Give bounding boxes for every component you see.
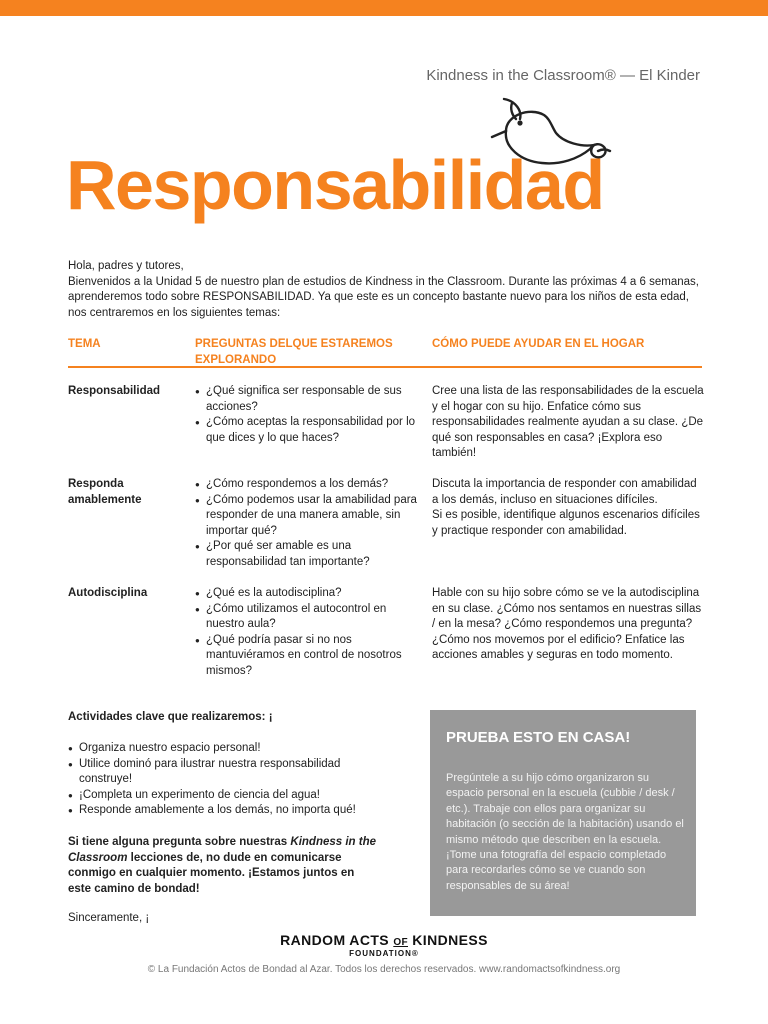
try-at-home-box — [430, 710, 696, 916]
row-questions — [195, 477, 420, 571]
question-item: ● ¿Cómo aceptas la responsabilidad por lo que dices y lo que haces? — [195, 415, 420, 446]
column-header-home: CÓMO PUEDE AYUDAR EN EL HOGAR — [432, 338, 645, 350]
row-questions — [195, 384, 420, 446]
contact-note-italic: Kindness in the Classroom — [68, 836, 377, 864]
row-topic: Responsabilidad — [68, 385, 161, 397]
try-at-home-body: Pregúntele a su hijo cómo organizaron su espacio personal en la escuela (cubbie / desk / etc.). Trabaje con ellos para organizar su habitación (o sección de la habitación) usando el mismo método que describen en la escuela. ¡Tome una fotografía del espacio completado para recordarles cómo se ve cuando son responsables de su área! — [446, 772, 684, 892]
intro-text — [68, 259, 708, 321]
footer-copyright: © La Fundación Actos de Bondad al Azar. Todos los derechos reservados. www.randomactsofkindness.org — [147, 964, 621, 975]
row-questions — [195, 586, 420, 680]
signoff: Sinceramente, ¡ — [68, 912, 150, 924]
question-item: ● ¿Cómo respondemos a los demás? — [195, 477, 420, 493]
list-item: ● ¡Completa un experimento de ciencia del agua! — [68, 788, 388, 804]
list-item: ● Utilice dominó para ilustrar nuestra responsabilidad construye! — [68, 757, 388, 788]
logo-text-a: RANDOM ACTS — [280, 932, 394, 948]
activities-title: Actividades clave que realizaremos: ¡ — [68, 711, 273, 723]
logo-wordmark — [0, 932, 768, 948]
logo-text-of: OF — [393, 937, 408, 948]
row-home-tip: Discuta la importancia de responder con amabilidad a los demás, incluso en situaciones difíciles. Si es posible, identifique algunos escenarios difíciles y practique responder con amabilidad. — [432, 478, 700, 537]
activities-list — [68, 741, 388, 819]
question-item: ● ¿Cómo utilizamos el autocontrol en nuestro aula? — [195, 602, 420, 633]
page-title: Responsabilidad — [66, 146, 604, 224]
row-topic: Responda amablemente — [68, 478, 142, 506]
contact-note-post: lecciones de, no dude en comunicarse conmigo en cualquier momento. ¡Estamos juntos en este camino de bondad! — [68, 851, 355, 895]
row-topic: Autodisciplina — [68, 587, 148, 599]
question-item: ● ¿Qué es la autodisciplina? — [195, 586, 420, 602]
header-divider — [68, 366, 702, 368]
column-header-topic: TEMA — [68, 338, 101, 350]
logo-text-b: KINDNESS — [408, 932, 488, 948]
question-item: ● ¿Cómo podemos usar la amabilidad para responder de una manera amable, sin importar qué? — [195, 493, 420, 540]
try-at-home-title: PRUEBA ESTO EN CASA! — [446, 729, 631, 746]
row-home-tip: Hable con su hijo sobre cómo se ve la autodisciplina en su clase. ¿Cómo nos sentamos en nuestras sillas / en la mesa? ¿Cómo respondemos una pregunta? ¿Cómo nos movemos por el edificio? Enfatice las acciones amables y seguras en todo momento. — [432, 587, 702, 662]
intro-body: Bienvenidos a la Unidad 5 de nuestro plan de estudios de Kindness in the Classroom. Durante las próximas 4 a 6 semanas, aprenderemos todo sobre RESPONSABILIDAD. Ya que este es un concepto bastante nuevo para los niños de esta edad, nos centraremos en los siguientes temas: — [68, 275, 699, 319]
foundation-logo — [0, 932, 768, 958]
logo-subline: FOUNDATION® — [349, 949, 419, 958]
contact-note-pre: Si tiene alguna pregunta sobre nuestras — [68, 836, 291, 848]
series-subtitle: Kindness in the Classroom® — El Kinder — [426, 67, 700, 84]
contact-note — [68, 835, 378, 897]
row-home-tip: Cree una lista de las responsabilidades de la escuela y el hogar con su hijo. Enfatice cómo sus responsabilidades realmente ayudan a su clase. ¿De qué son responsables en casa? ¡Explora eso también! — [432, 385, 704, 460]
list-item: ● Organiza nuestro espacio personal! — [68, 741, 388, 757]
list-item: ● Responde amablemente a los demás, no importa qué! — [68, 803, 388, 819]
question-item: ● ¿Qué podría pasar si no nos mantuviéramos en control de nosotros mismos? — [195, 633, 420, 680]
question-item: ● ¿Por qué ser amable es una responsabilidad tan importante? — [195, 539, 420, 570]
top-accent-bar — [0, 0, 768, 16]
question-item: ● ¿Qué significa ser responsable de sus acciones? — [195, 384, 420, 415]
column-header-questions: PREGUNTAS DELQUE ESTAREMOS EXPLORANDO — [195, 338, 393, 366]
greeting: Hola, padres y tutores, — [68, 260, 184, 272]
